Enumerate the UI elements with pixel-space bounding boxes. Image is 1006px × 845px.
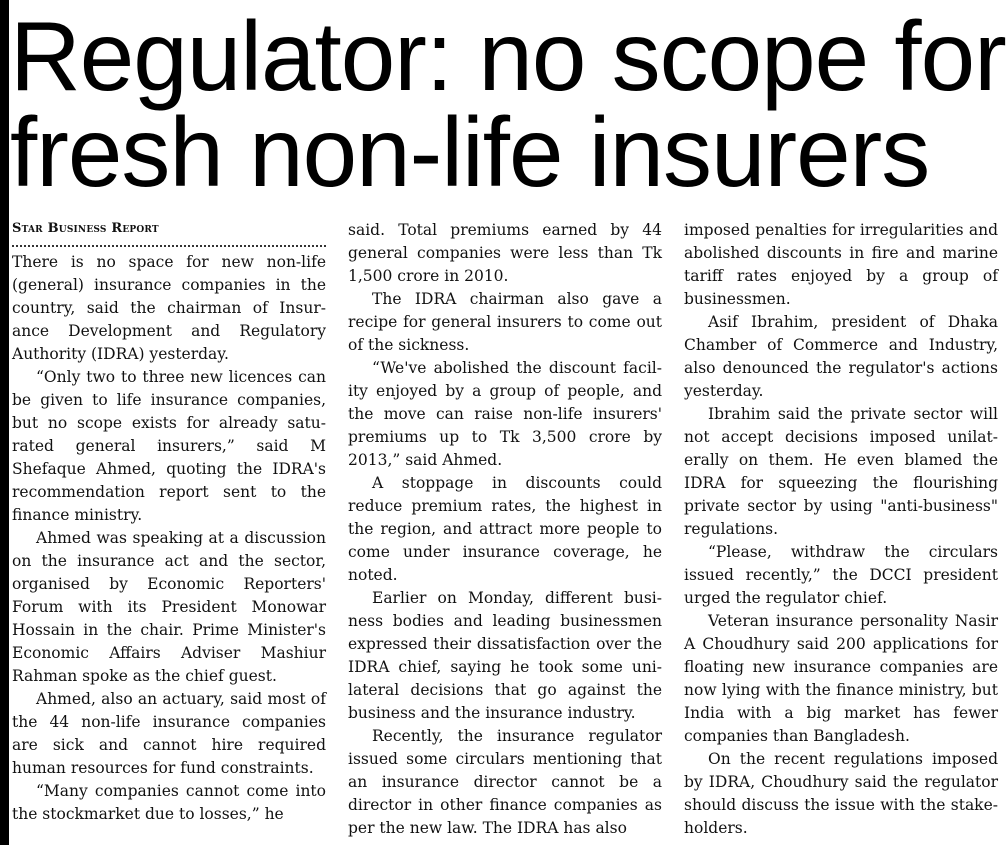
paragraph: Asif Ibrahim, president of Dhaka Chamber of Commerce and Industry, also denounced the regulator's actions yesterday.: [684, 313, 998, 400]
paragraph: “Many companies cannot come into the stockmarket due to losses,” he: [12, 782, 326, 823]
paragraph: Ibrahim said the private sector will not accept decisions imposed unilat-erally on them. He even blamed the IDRA for squeezing the flourishing private sector by using "anti-business" regulations.: [684, 405, 998, 538]
paragraph: Earlier on Monday, different busi-ness bodies and leading businessmen expressed their dissatisfaction over the IDRA chief, saying he took some uni-lateral decisions that go against the business and the insurance industry.: [348, 589, 662, 722]
paragraph: On the recent regulations imposed by IDRA, Choudhury said the regulator should discuss the issue with the stake-holders.: [684, 750, 998, 837]
headline-line-2: fresh non-life insurers: [10, 97, 930, 207]
paragraph: imposed penalties for irregularities and abolished discounts in fire and marine tariff rates enjoyed by a group of businessmen.: [684, 221, 998, 308]
paragraph: “Please, withdraw the circulars issued recently,” the DCCI president urged the regulator chief.: [684, 543, 998, 607]
paragraph: said. Total premiums earned by 44 general companies were less than Tk 1,500 crore in 2010.: [348, 221, 662, 285]
headline: [10, 1, 1006, 207]
byline: Star Business Report: [12, 219, 326, 247]
paragraph: Veteran insurance personality Nasir A Choudhury said 200 applications for floating new insurance companies are now lying with the finance ministry, but India with a big market has fewer companies than Bangladesh.: [684, 612, 998, 745]
paragraph: “We've abolished the discount facil-ity enjoyed by a group of people, and the move can raise non-life insurers' premiums up to Tk 3,500 crore by 2013,” said Ahmed.: [348, 359, 662, 469]
paragraph: Ahmed, also an actuary, said most of the 44 non-life insurance companies are sick and cannot hire required human resources for fund constraints.: [12, 690, 326, 777]
paragraph: Recently, the insurance regulator issued some circulars mentioning that an insurance director cannot be a director in other finance companies as per the new law. The IDRA has also: [348, 727, 662, 837]
paragraph: “Only two to three new licences can be given to life insurance companies, but no scope exists for already satu-rated general insurers,” said M Shefaque Ahmed, quoting the IDRA's recommendation report sent to the finance ministry.: [12, 368, 326, 524]
paragraph: A stoppage in discounts could reduce premium rates, the highest in the region, and attract more people to come under insurance coverage, he noted.: [348, 474, 662, 584]
paragraph: There is no space for new non-life (general) insurance companies in the country, said the chairman of Insur-ance Development and Regulatory Authority (IDRA) yesterday.: [12, 253, 326, 363]
article-column-3: [684, 219, 998, 840]
headline-line-1: Regulator: no scope for: [10, 1, 1006, 111]
article-column-2: [348, 219, 662, 840]
paragraph: The IDRA chairman also gave a recipe for general insurers to come out of the sickness.: [348, 290, 662, 354]
left-margin-bar: [0, 0, 9, 845]
article-column-1: [12, 219, 326, 826]
paragraph: Ahmed was speaking at a discussion on the insurance act and the sector, organised by Economic Reporters' Forum with its President Monowar Hossain in the chair. Prime Minister's Economic Affairs Adviser Mashiur Rahman spoke as the chief guest.: [12, 529, 326, 685]
